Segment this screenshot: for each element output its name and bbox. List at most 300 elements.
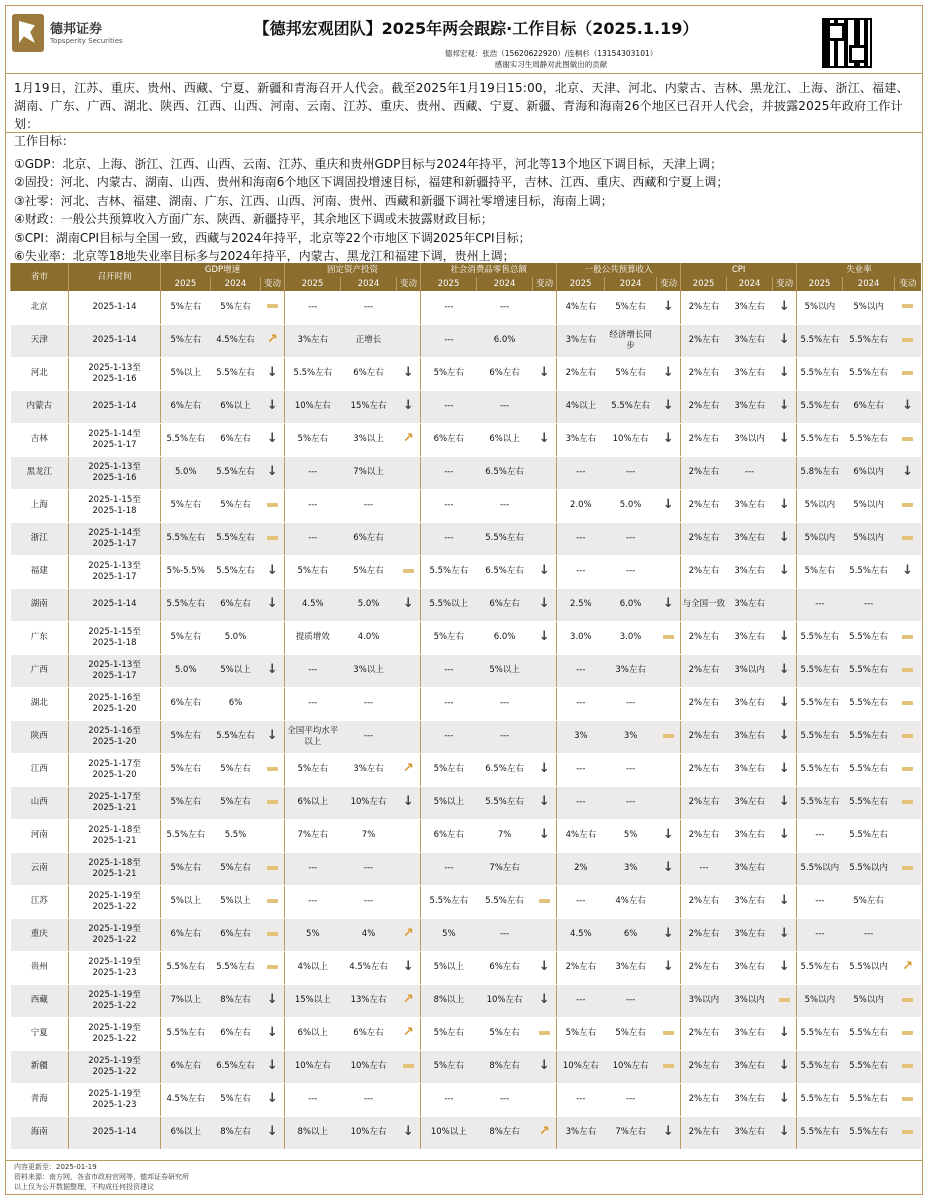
change-cell (261, 885, 285, 918)
subheader-change: 变动 (895, 277, 921, 291)
subheader-year-2025: 2025 (285, 277, 341, 291)
arrow-down-icon: ↓ (778, 959, 790, 974)
value-cell: 3%左右 (727, 918, 773, 951)
arrow-down-icon: ↓ (902, 398, 914, 413)
table-row (11, 1017, 921, 1050)
date-text: 2025-1-22 (92, 1000, 137, 1011)
province-cell: 新疆 (11, 1050, 69, 1083)
value-cell: 2% (557, 852, 605, 885)
value-cell: 10%左右 (605, 1050, 657, 1083)
change-cell (397, 687, 421, 720)
value-cell: 5.5%左右 (797, 1083, 843, 1116)
value-cell: 5.5%左右 (477, 522, 533, 555)
authors (386, 48, 716, 70)
value-cell: --- (557, 885, 605, 918)
date-text: 2025-1-19至 (88, 1055, 141, 1066)
value-cell: 6%左右 (477, 588, 533, 621)
value-cell: 2%左右 (681, 1083, 727, 1116)
value-cell: 5.5%左右 (797, 1017, 843, 1050)
value-cell: 3%左右 (727, 621, 773, 654)
province-cell: 海南 (11, 1116, 69, 1149)
value-cell: 2%左右 (681, 390, 727, 423)
province-cell: 云南 (11, 852, 69, 885)
date-text: 2025-1-18 (92, 637, 137, 648)
change-cell (397, 390, 421, 423)
table-row (11, 291, 921, 324)
arrow-up-icon: ↗ (402, 761, 414, 776)
flat-dash-icon (403, 1064, 414, 1068)
brand-name-en: Topsperity Securities (50, 37, 123, 45)
value-cell: 3%左右 (727, 357, 773, 390)
value-cell: 5.0% (161, 654, 211, 687)
brand-name-cn: 德邦证券 (50, 22, 103, 37)
subheader-year-2025: 2025 (797, 277, 843, 291)
change-cell (533, 588, 557, 621)
change-cell (773, 390, 797, 423)
change-cell (533, 1017, 557, 1050)
change-cell (895, 918, 921, 951)
value-cell: 5.5%左右 (161, 1017, 211, 1050)
value-cell: --- (797, 885, 843, 918)
value-cell: 4.5%左右 (341, 951, 397, 984)
arrow-down-icon: ↓ (902, 563, 914, 578)
province-cell: 贵州 (11, 951, 69, 984)
change-cell (657, 357, 681, 390)
date-cell (69, 687, 161, 720)
province-cell: 广东 (11, 621, 69, 654)
value-cell: 10%左右 (285, 1050, 341, 1083)
value-cell: 6%左右 (477, 357, 533, 390)
arrow-down-icon: ↓ (778, 431, 790, 446)
arrow-down-icon: ↓ (778, 827, 790, 842)
change-cell (261, 753, 285, 786)
value-cell: --- (421, 324, 477, 357)
flat-dash-icon (902, 371, 913, 375)
date-text: 2025-1-13至 (88, 362, 141, 373)
date-text: 2025-1-19至 (88, 989, 141, 1000)
value-cell: 3.0% (557, 621, 605, 654)
value-cell: 15%左右 (341, 390, 397, 423)
arrow-down-icon: ↓ (266, 662, 278, 677)
value-cell: 3%左右 (557, 423, 605, 456)
value-cell: 5% (605, 819, 657, 852)
change-cell (657, 918, 681, 951)
change-cell (657, 951, 681, 984)
subheader-year-2024: 2024 (727, 277, 773, 291)
logo-icon (12, 14, 44, 52)
divider (6, 1160, 922, 1161)
table-row (11, 654, 921, 687)
date-cell (69, 588, 161, 621)
value-cell: 3%以内 (727, 423, 773, 456)
table-row (11, 753, 921, 786)
change-cell (261, 720, 285, 753)
province-cell: 黑龙江 (11, 456, 69, 489)
flat-dash-icon (902, 800, 913, 804)
change-cell (657, 489, 681, 522)
date-cell (69, 654, 161, 687)
value-cell: 6%左右 (843, 390, 895, 423)
value-cell: --- (477, 687, 533, 720)
value-cell: --- (341, 489, 397, 522)
change-cell (895, 819, 921, 852)
col-revenue: 一般公共预算收入 (557, 263, 681, 277)
flat-dash-icon (902, 734, 913, 738)
table-row (11, 357, 921, 390)
change-cell (533, 357, 557, 390)
brand-logo (12, 14, 123, 54)
value-cell: 5.5%左右 (797, 621, 843, 654)
arrow-down-icon: ↓ (266, 728, 278, 743)
flat-dash-icon (663, 1064, 674, 1068)
change-cell (397, 1017, 421, 1050)
value-cell: 6%左右 (477, 951, 533, 984)
subheader-change: 变动 (261, 277, 285, 291)
value-cell: 6%左右 (421, 819, 477, 852)
change-cell (261, 555, 285, 588)
arrow-up-icon: ↗ (402, 431, 414, 446)
value-cell: 4%以上 (285, 951, 341, 984)
subheader-year-2024: 2024 (843, 277, 895, 291)
arrow-down-icon: ↓ (538, 761, 550, 776)
arrow-down-icon: ↓ (538, 827, 550, 842)
value-cell: 5%以内 (843, 984, 895, 1017)
flat-dash-icon (267, 899, 278, 903)
table-row (11, 588, 921, 621)
table-row (11, 918, 921, 951)
date-text: 2025-1-22 (92, 1066, 137, 1077)
change-cell (397, 456, 421, 489)
value-cell: 5.5%左右 (843, 654, 895, 687)
change-cell (895, 1017, 921, 1050)
goal-item: ③社零：河北、吉林、福建、湖南、广东、江西、山西、河南、贵州、西藏和新疆下调社零增速目标，海南上调； (14, 193, 613, 208)
report-page (5, 5, 923, 1195)
date-text: 2025-1-19至 (88, 890, 141, 901)
change-cell (261, 291, 285, 324)
flat-dash-icon (663, 1031, 674, 1035)
province-cell: 重庆 (11, 918, 69, 951)
value-cell: 2%左右 (681, 1017, 727, 1050)
change-cell (397, 885, 421, 918)
date-cell (69, 786, 161, 819)
value-cell: 5%左右 (285, 423, 341, 456)
value-cell: 10%以上 (421, 1116, 477, 1149)
col-province: 省市 (11, 263, 69, 291)
value-cell: 7%左右 (477, 852, 533, 885)
value-cell: --- (421, 687, 477, 720)
value-cell: --- (341, 687, 397, 720)
goal-item: ⑥失业率：北京等18地失业率目标多与2024年持平，内蒙古、黑龙江和福建下调，贵州上调； (14, 249, 515, 264)
value-cell: 5%以内 (797, 291, 843, 324)
change-cell (773, 654, 797, 687)
value-cell: --- (605, 984, 657, 1017)
value-cell: 3%左右 (727, 390, 773, 423)
value-cell: 6.5%左右 (211, 1050, 261, 1083)
province-cell: 河北 (11, 357, 69, 390)
change-cell (533, 291, 557, 324)
value-cell: 2%左右 (557, 951, 605, 984)
change-cell (397, 291, 421, 324)
arrow-down-icon: ↓ (266, 992, 278, 1007)
change-cell (895, 555, 921, 588)
arrow-down-icon: ↓ (538, 992, 550, 1007)
arrow-down-icon: ↓ (662, 497, 674, 512)
arrow-up-icon: ↗ (402, 926, 414, 941)
date-text: 2025-1-15至 (88, 626, 141, 637)
intro-paragraph: 1月19日，江苏、重庆、贵州、西藏、宁夏、新疆和青海召开人代会。截至2025年1月19日15:00，北京、天津、河北、内蒙古、吉林、黑龙江、上海、浙江、福建、湖南、广东、广西、湖北、陕西、江西、山西、河南、云南、江苏、重庆、贵州、西藏、宁夏、新疆、青海和海南26个地区已召开人代会，并披露2025年政府工作计划： (14, 81, 909, 131)
change-cell (773, 1017, 797, 1050)
change-cell (773, 1050, 797, 1083)
value-cell: --- (605, 456, 657, 489)
date-text: 2025-1-18 (92, 505, 137, 516)
subheader-year-2024: 2024 (341, 277, 397, 291)
change-cell (261, 786, 285, 819)
value-cell: 3%左右 (727, 291, 773, 324)
change-cell (261, 951, 285, 984)
value-cell: 6%以上 (211, 390, 261, 423)
value-cell: 5.5%左右 (211, 357, 261, 390)
value-cell: 5.0% (605, 489, 657, 522)
change-cell (261, 588, 285, 621)
flat-dash-icon (403, 569, 414, 573)
change-cell (895, 786, 921, 819)
qr-code-icon (822, 18, 872, 68)
arrow-down-icon: ↓ (402, 365, 414, 380)
flat-dash-icon (267, 304, 278, 308)
arrow-down-icon: ↓ (266, 563, 278, 578)
value-cell: --- (477, 720, 533, 753)
value-cell: 6%以上 (285, 1017, 341, 1050)
change-cell (397, 852, 421, 885)
change-cell (397, 951, 421, 984)
value-cell: 5% (421, 918, 477, 951)
value-cell: 4.5%左右 (211, 324, 261, 357)
value-cell: 5%以内 (843, 522, 895, 555)
date-cell (69, 621, 161, 654)
value-cell: 5.5%左右 (797, 423, 843, 456)
province-cell: 北京 (11, 291, 69, 324)
value-cell: 2%左右 (681, 423, 727, 456)
change-cell (657, 588, 681, 621)
change-cell (261, 324, 285, 357)
arrow-down-icon: ↓ (778, 695, 790, 710)
value-cell: 2%左右 (681, 753, 727, 786)
table-row (11, 786, 921, 819)
value-cell: --- (557, 753, 605, 786)
value-cell: 5.5%左右 (843, 819, 895, 852)
value-cell: 6%左右 (161, 1050, 211, 1083)
date-text: 2025-1-14 (92, 401, 137, 411)
date-text: 2025-1-13至 (88, 560, 141, 571)
arrow-down-icon: ↓ (538, 794, 550, 809)
arrow-down-icon: ↓ (778, 365, 790, 380)
arrow-down-icon: ↓ (266, 1058, 278, 1073)
goal-item: ⑤CPI：湖南CPI目标与全国一致，西藏与2024年持平，北京等22个市地区下调2025年CPI目标； (14, 230, 531, 245)
value-cell: 4.5%左右 (161, 1083, 211, 1116)
date-text: 2025-1-21 (92, 835, 137, 846)
table-row (11, 819, 921, 852)
value-cell: 3% (557, 720, 605, 753)
value-cell: --- (681, 852, 727, 885)
value-cell: 5%以上 (421, 951, 477, 984)
value-cell: --- (421, 654, 477, 687)
value-cell: 5.5%左右 (797, 786, 843, 819)
value-cell: --- (341, 885, 397, 918)
change-cell (657, 621, 681, 654)
value-cell: --- (285, 522, 341, 555)
value-cell: 6% (605, 918, 657, 951)
goals-list (14, 155, 918, 265)
date-text: 2025-1-16 (92, 373, 137, 384)
change-cell (657, 291, 681, 324)
change-cell (895, 423, 921, 456)
change-cell (533, 819, 557, 852)
value-cell: 3%左右 (727, 852, 773, 885)
value-cell: 5%左右 (285, 753, 341, 786)
change-cell (397, 753, 421, 786)
value-cell: 5.5%左右 (421, 885, 477, 918)
arrow-down-icon: ↓ (266, 464, 278, 479)
value-cell: 5%左右 (285, 555, 341, 588)
date-cell (69, 357, 161, 390)
value-cell: 3%左右 (727, 1116, 773, 1149)
table-row (11, 423, 921, 456)
change-cell (657, 555, 681, 588)
value-cell: 5%左右 (161, 489, 211, 522)
value-cell: 6% (211, 687, 261, 720)
value-cell: 4%左右 (557, 819, 605, 852)
date-text: 2025-1-20 (92, 769, 137, 780)
table-row (11, 951, 921, 984)
date-text: 2025-1-14 (92, 599, 137, 609)
value-cell: 5%左右 (161, 324, 211, 357)
value-cell: --- (797, 588, 843, 621)
col-retail: 社会消费品零售总额 (421, 263, 557, 277)
change-cell (261, 1083, 285, 1116)
value-cell: 5.5%左右 (843, 720, 895, 753)
value-cell: 3%左右 (727, 720, 773, 753)
flat-dash-icon (902, 338, 913, 342)
change-cell (657, 852, 681, 885)
value-cell: 6%以上 (161, 1116, 211, 1149)
table-row (11, 555, 921, 588)
value-cell: 7%左右 (605, 1116, 657, 1149)
value-cell: 10%左右 (341, 786, 397, 819)
value-cell: 5%左右 (421, 357, 477, 390)
change-cell (533, 720, 557, 753)
change-cell (657, 720, 681, 753)
arrow-down-icon: ↓ (266, 398, 278, 413)
arrow-down-icon: ↓ (266, 365, 278, 380)
value-cell: 5.5% (211, 819, 261, 852)
value-cell: 5.5%左右 (211, 522, 261, 555)
arrow-down-icon: ↓ (778, 398, 790, 413)
change-cell (397, 984, 421, 1017)
date-text: 2025-1-16 (92, 472, 137, 483)
value-cell: 5.0% (161, 456, 211, 489)
value-cell: 2%左右 (557, 357, 605, 390)
date-text: 2025-1-14 (92, 301, 137, 312)
change-cell (773, 588, 797, 621)
value-cell: 3%左右 (557, 1116, 605, 1149)
date-cell (69, 291, 161, 324)
change-cell (533, 555, 557, 588)
date-cell (69, 720, 161, 753)
date-text: 2025-1-23 (92, 1099, 137, 1110)
province-cell: 广西 (11, 654, 69, 687)
change-cell (657, 390, 681, 423)
value-cell: 5%以内 (797, 489, 843, 522)
value-cell: 6.5%左右 (477, 555, 533, 588)
value-cell: 5%左右 (557, 1017, 605, 1050)
change-cell (773, 984, 797, 1017)
flat-dash-icon (902, 767, 913, 771)
value-cell: --- (477, 1083, 533, 1116)
date-text: 2025-1-19至 (88, 956, 141, 967)
province-cell: 内蒙古 (11, 390, 69, 423)
value-cell: 10%左右 (605, 423, 657, 456)
value-cell: 3%左右 (727, 819, 773, 852)
arrow-down-icon: ↓ (538, 959, 550, 974)
value-cell: 5%-5.5% (161, 555, 211, 588)
value-cell: 5.5%左右 (797, 1050, 843, 1083)
value-cell: 6%以上 (477, 423, 533, 456)
change-cell (533, 390, 557, 423)
flat-dash-icon (902, 635, 913, 639)
value-cell: --- (605, 687, 657, 720)
value-cell: --- (727, 456, 773, 489)
date-text: 2025-1-14至 (88, 527, 141, 538)
value-cell: 10%左右 (557, 1050, 605, 1083)
change-cell (397, 621, 421, 654)
arrow-down-icon: ↓ (266, 1091, 278, 1106)
change-cell (397, 324, 421, 357)
arrow-down-icon: ↓ (402, 959, 414, 974)
flat-dash-icon (663, 635, 674, 639)
value-cell: 5.5%左右 (285, 357, 341, 390)
change-cell (773, 324, 797, 357)
value-cell: --- (557, 522, 605, 555)
change-cell (773, 819, 797, 852)
date-text: 2025-1-17 (92, 571, 137, 582)
change-cell (533, 786, 557, 819)
change-cell (261, 918, 285, 951)
value-cell: --- (285, 456, 341, 489)
value-cell: 4.5% (557, 918, 605, 951)
arrow-down-icon: ↓ (266, 431, 278, 446)
arrow-down-icon: ↓ (778, 629, 790, 644)
arrow-up-icon: ↗ (266, 332, 278, 347)
change-cell (773, 423, 797, 456)
value-cell: --- (285, 852, 341, 885)
value-cell: 5%以上 (211, 654, 261, 687)
change-cell (773, 357, 797, 390)
arrow-down-icon: ↓ (662, 827, 674, 842)
value-cell: 2%左右 (681, 1050, 727, 1083)
value-cell: 5.5%左右 (211, 555, 261, 588)
update-date: 内容更新至：2025-01-19 (14, 1163, 97, 1171)
change-cell (895, 984, 921, 1017)
change-cell (533, 489, 557, 522)
value-cell: 6%左右 (211, 588, 261, 621)
arrow-down-icon: ↓ (538, 563, 550, 578)
table-row (11, 1083, 921, 1116)
change-cell (261, 984, 285, 1017)
value-cell: 5%左右 (843, 885, 895, 918)
value-cell: 5%左右 (605, 357, 657, 390)
arrow-down-icon: ↓ (778, 662, 790, 677)
table-row (11, 324, 921, 357)
